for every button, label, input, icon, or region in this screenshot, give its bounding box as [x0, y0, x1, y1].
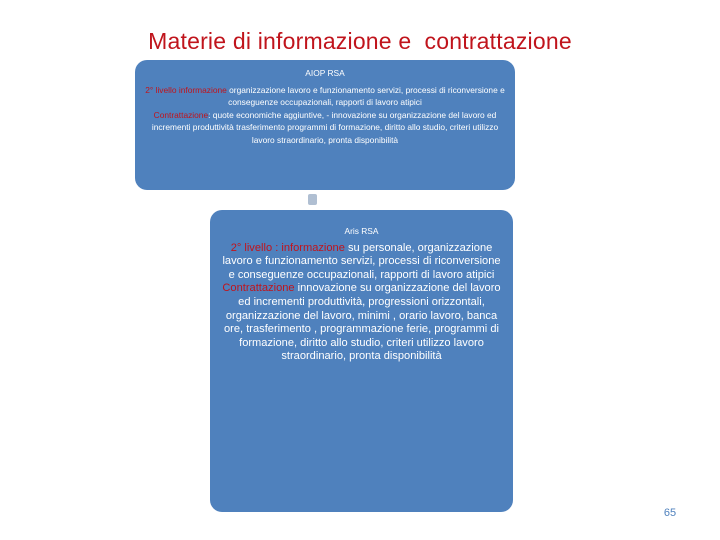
box-connector [308, 194, 317, 205]
aiop-rsa-box [135, 60, 515, 190]
aiop-informazione-highlight: 2° livello informazione [145, 84, 227, 95]
aris-contrattazione-highlight: Contrattazione [222, 282, 295, 295]
aris-informazione-highlight: 2° livello : informazione [230, 241, 345, 254]
aiop-contrattazione-highlight: Contrattazione [153, 109, 209, 120]
aris-contrattazione-text: innovazione su organizzazione del lavoro ed incrementi produttività, progressioni orizzontali, organizzazione del lavoro, minimi , orario lavoro, banca ore, trasferimento , programmazione ferie, programmi di formazione, diritto allo studio, criteri utilizzo lavoro straordinario, pronta disponibilità [224, 282, 501, 363]
aris-rsa-box [210, 210, 513, 512]
aiop-informazione-text: organizzazione lavoro e funzionamento servizi, processi di riconversione e conseguenze occupazionali, rapporti di lavoro atipici [226, 84, 505, 108]
aris-informazione-text: su personale, organizzazione lavoro e funzionamento servizi, processi di riconversione e conseguenze occupazionali, rapporti di lavoro atipici [222, 241, 501, 281]
aris-informazione-paragraph [218, 242, 505, 283]
aiop-contrattazione-paragraph [143, 109, 507, 147]
aris-contrattazione-paragraph [218, 282, 505, 364]
aiop-rsa-heading: AIOP RSA [305, 68, 345, 78]
page-number: 65 [663, 507, 677, 519]
aris-rsa-heading: Aris RSA [344, 226, 379, 236]
aiop-informazione-paragraph [143, 84, 507, 109]
aiop-contrattazione-text: : quote economiche aggiuntive, - innovazione su organizzazione del lavoro ed incrementi produttività trasferimento programmi di formazione, diritto allo studio, criteri utilizzo lavoro straordinario, pronta disponibilità [151, 109, 499, 145]
slide-title: Materie di informazione e contrattazione [148, 28, 572, 54]
